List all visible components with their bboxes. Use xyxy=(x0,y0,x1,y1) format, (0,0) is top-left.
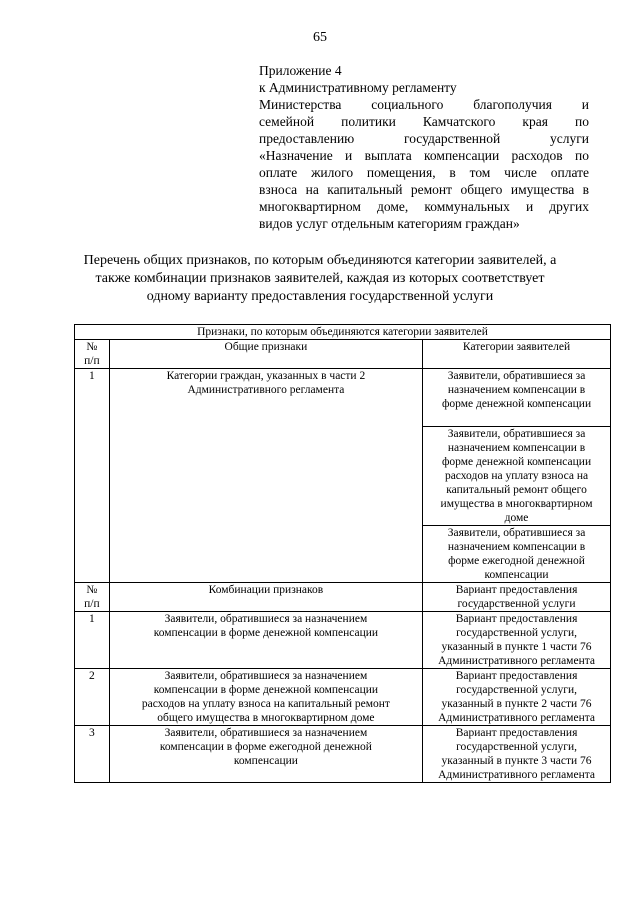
table-row xyxy=(75,369,611,427)
variant-cell: Вариант предоставления государственной услуги, указанный в пункте 2 части 76 Административного регламента xyxy=(423,669,611,726)
title-line: Перечень общих признаков, по которым объединяются категории заявителей, а xyxy=(83,253,557,268)
category-cell: Заявители, обратившиеся за назначением компенсации в форме ежегодной денежной компенсации xyxy=(423,526,611,583)
criteria-table xyxy=(74,324,611,783)
table-row xyxy=(75,726,611,783)
header-num: № п/п xyxy=(75,340,110,369)
combination-cell: Заявители, обратившиеся за назначением компенсации в форме денежной компенсации расходов на уплату взноса на капитальный ремонт общего имущества в многоквартирном доме xyxy=(109,669,422,726)
header-num: № п/п xyxy=(75,583,110,612)
appendix-header xyxy=(259,62,589,232)
appendix-line: взноса на капитальный ремонт общего имущества в xyxy=(259,182,589,197)
appendix-line: оплате жилого помещения, в том числе оплате xyxy=(259,165,589,180)
header-variant: Вариант предоставления государственной услуги xyxy=(423,583,611,612)
appendix-line: семейной политики Камчатского края по xyxy=(259,114,589,129)
table-caption: Признаки, по которым объединяются категории заявителей xyxy=(75,325,611,340)
page-number: 65 xyxy=(313,30,327,45)
title-line: одному варианту предоставления государственной услуги xyxy=(146,289,494,304)
category-cell: Заявители, обратившиеся за назначением компенсации в форме денежной компенсации расходов на уплату взноса на капитальный ремонт общего имущества в многоквартирном доме xyxy=(423,427,611,526)
variant-cell: Вариант предоставления государственной услуги, указанный в пункте 1 части 76 Административного регламента xyxy=(423,612,611,669)
table-row xyxy=(75,669,611,726)
table-caption-row xyxy=(75,325,611,340)
table-row xyxy=(75,612,611,669)
document-title xyxy=(70,252,570,306)
header-common-features: Общие признаки xyxy=(109,340,422,369)
row-num: 1 xyxy=(75,369,110,583)
row-num: 1 xyxy=(75,612,110,669)
header-combinations: Комбинации признаков xyxy=(109,583,422,612)
table-header-row xyxy=(75,340,611,369)
common-feature-cell: Категории граждан, указанных в части 2 Административного регламента xyxy=(109,369,422,583)
combination-cell: Заявители, обратившиеся за назначением компенсации в форме денежной компенсации xyxy=(109,612,422,669)
title-line: также комбинации признаков заявителей, каждая из которых соответствует xyxy=(95,271,545,286)
row-num: 2 xyxy=(75,669,110,726)
row-num: 3 xyxy=(75,726,110,783)
appendix-line: предоставлению государственной услуги xyxy=(259,131,589,146)
appendix-line: Министерства социального благополучия и xyxy=(259,97,589,112)
table-header-row xyxy=(75,583,611,612)
appendix-line: к Административному регламенту xyxy=(259,80,457,95)
appendix-line: Приложение 4 xyxy=(259,63,342,78)
category-cell: Заявители, обратившиеся за назначением компенсации в форме денежной компенсации xyxy=(423,369,611,427)
appendix-line: «Назначение и выплата компенсации расходов по xyxy=(259,148,589,163)
variant-cell: Вариант предоставления государственной услуги, указанный в пункте 3 части 76 Административного регламента xyxy=(423,726,611,783)
combination-cell: Заявители, обратившиеся за назначением компенсации в форме ежегодной денежной компенсации xyxy=(109,726,422,783)
appendix-line: видов услуг отдельным категориям граждан» xyxy=(259,216,520,231)
appendix-line: многоквартирном доме, коммунальных и других xyxy=(259,199,589,214)
header-categories: Категории заявителей xyxy=(423,340,611,369)
